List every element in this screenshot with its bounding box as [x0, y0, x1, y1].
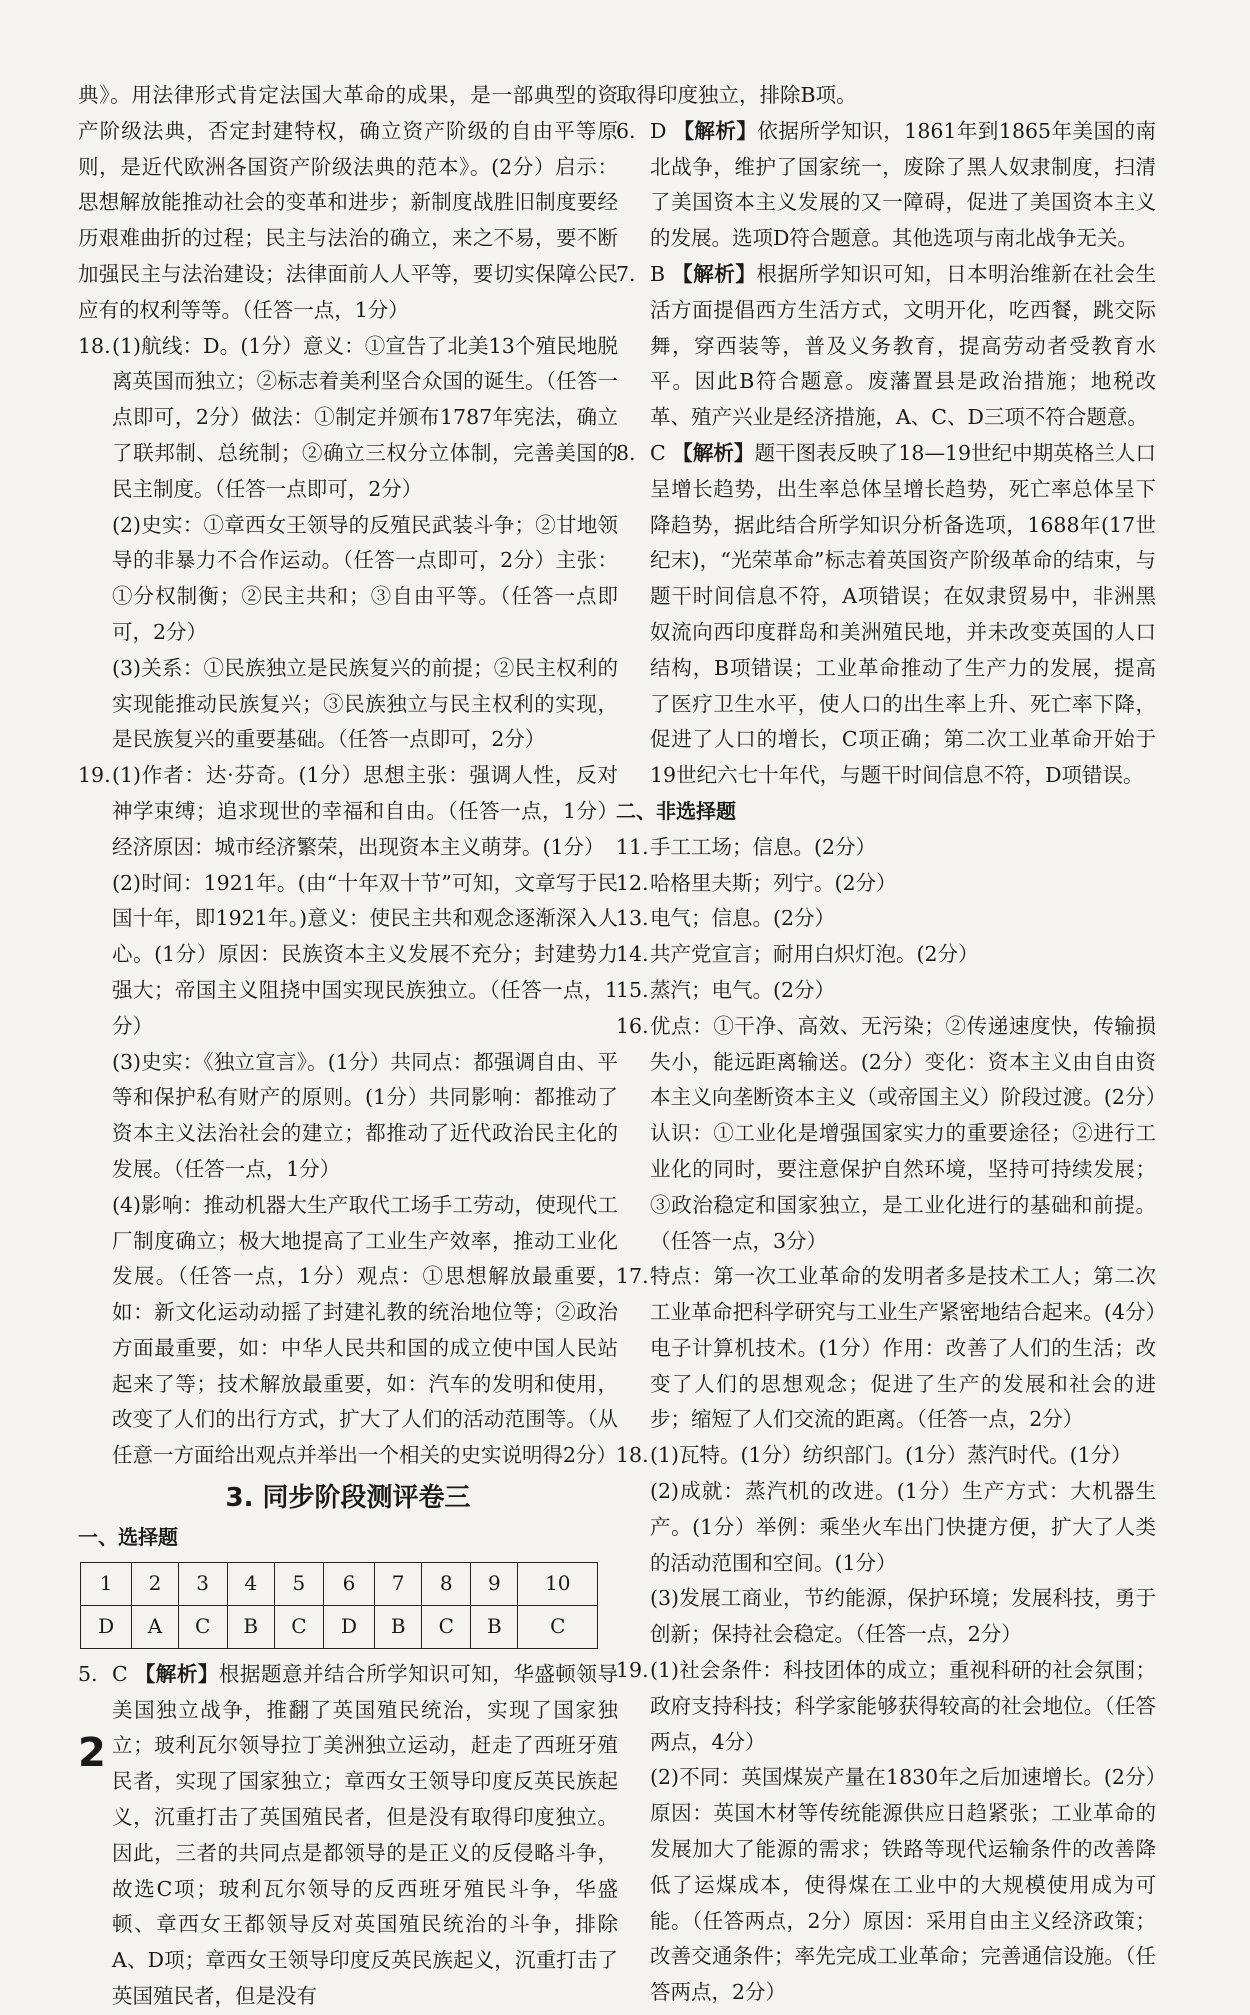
- answer-text: 哈格里夫斯；列宁。(2分）: [650, 870, 897, 895]
- question-number: 18.: [78, 333, 111, 358]
- nonchoice-heading: 二、非选择题: [616, 798, 736, 823]
- table-cell: C: [422, 1605, 471, 1648]
- question-13: [616, 901, 1156, 937]
- choice-heading: 一、选择题: [78, 1525, 178, 1550]
- question-number: 11.: [616, 834, 649, 859]
- table-cell: D: [81, 1605, 132, 1648]
- answer-table: [80, 1562, 598, 1649]
- question-12: [616, 866, 1156, 902]
- question-19: [78, 758, 618, 1474]
- table-cell: 9: [471, 1562, 518, 1605]
- analysis-tag: 【解析】: [672, 440, 755, 465]
- question-17: [616, 1259, 1156, 1438]
- table-cell: C: [274, 1605, 323, 1648]
- question-14: [616, 937, 1156, 973]
- question-6: [616, 114, 1156, 257]
- table-cell: A: [132, 1605, 178, 1648]
- question-number: 7.: [616, 261, 636, 286]
- question-number: 19.: [616, 1658, 649, 1683]
- table-cell: 5: [274, 1562, 323, 1605]
- answer-text: 手工工场；信息。(2分）: [650, 834, 877, 859]
- analysis-text: 根据题意并结合所学知识可知，华盛顿领导美国独立战争，推翻了英国殖民统治，实现了国家独立；玻利瓦尔领导拉丁美洲独立运动，赶走了西班牙殖民者，实现了国家独立；章西女王领导印度反英民族起义，沉重打击了英国殖民者，但是没有取得印度独立。因此，三者的共同点是都领导的是正义的反侵略斗争，故选C项；玻利瓦尔领导的反西班牙殖民斗争，华盛顿、章西女王都领导反对英国殖民统治的斗争，排除A、D项；章西女王领导印度反英民族起义，沉重打击了英国殖民者，但是没有: [112, 1661, 619, 2009]
- page-number: 2: [78, 1730, 106, 1776]
- right-column: [616, 78, 1156, 2011]
- table-cell: 1: [81, 1562, 132, 1605]
- table-cell: 6: [323, 1562, 374, 1605]
- table-cell: C: [178, 1605, 227, 1648]
- answer-part-2: (2)时间：1921年。(由“十年双十节”可知，文章写于民国十年，即1921年。)意义：使民主共和观念逐渐深入人心。(1分）原因：民族资本主义发展不充分；封建势力强大；帝国主义阻挠中国实现民族独立。（任答一点，1分）: [112, 870, 618, 1038]
- analysis-text: 题干图表反映了18—19世纪中期英格兰人口呈增长趋势，出生率总体呈增长趋势，死亡率总体呈下降趋势，据此结合所学知识分析备选项，1688年(17世纪末)，“光荣革命”标志着英国资产阶级革命的结束，与题干时间信息不符，A项错误；在奴隶贸易中，非洲黑奴流向西印度群岛和美洲殖民地，并未改变英国的人口结构，B项错误；工业革命推动了生产力的发展，提高了医疗卫生水平，使人口的出生率上升、死亡率下降，促进了人口的增长，C项正确；第二次工业革命开始于19世纪六七十年代，与题干时间信息不符，D项错误。: [650, 440, 1156, 788]
- question-number: 13.: [616, 906, 649, 931]
- question-number: 19.: [78, 763, 111, 788]
- answer-letter: B: [650, 261, 666, 286]
- table-cell: 4: [227, 1562, 274, 1605]
- question-19: [616, 1653, 1156, 2011]
- answer-part-3: (3)关系：①民族独立是民族复兴的前提；②民主权利的实现能推动民族复兴；③民族独立与民主权利的实现，是民族复兴的重要基础。（任答一点即可，2分）: [112, 655, 618, 752]
- analysis-tag: 【解析】: [672, 261, 757, 286]
- question-number: 8.: [616, 440, 636, 465]
- table-cell: 8: [422, 1562, 471, 1605]
- answer-table-answers-row: [81, 1605, 598, 1648]
- section-title: 3. 同步阶段测评卷三: [225, 1483, 471, 1514]
- answer-letter: C: [112, 1661, 128, 1686]
- answer-part-1: (1)作者：达·芬奇。(1分）思想主张：强调人性，反对神学束缚；追求现世的幸福和自由。（任答一点，1分）经济原因：城市经济繁荣，出现资本主义萌芽。(1分）: [112, 763, 618, 859]
- table-cell: B: [375, 1605, 422, 1648]
- q5-continued: 取得印度独立，排除B项。: [616, 83, 857, 107]
- answer-table-numbers-row: [81, 1562, 598, 1605]
- question-5: [78, 1657, 618, 2015]
- answer-part-3: (3)史实：《独立宣言》。(1分）共同点：都强调自由、平等和保护私有财产的原则。(1分）共同影响：都推动了资本主义法治社会的建立；都推动了近代政治民主化的发展。（任答一点，1分）: [112, 1049, 618, 1181]
- question-number: 16.: [616, 1013, 649, 1038]
- question-18: [78, 329, 618, 759]
- table-cell: B: [227, 1605, 274, 1648]
- answer-part-1: (1)社会条件：科技团体的成立；重视科研的社会氛围；政府支持科技；科学家能够获得较高的社会地位。（任答两点，4分）: [650, 1658, 1156, 1754]
- answer-letter: C: [650, 440, 666, 465]
- question-number: 12.: [616, 870, 649, 895]
- question-number: 6.: [616, 118, 636, 143]
- table-cell: C: [518, 1605, 598, 1648]
- table-cell: D: [323, 1605, 374, 1648]
- table-cell: 10: [518, 1562, 598, 1605]
- answer-part-2: (2)史实：①章西女王领导的反殖民武装斗争；②甘地领导的非暴力不合作运动。（任答一点即可，2分）主张：①分权制衡；②民主共和；③自由平等。（任答一点即可，2分）: [112, 512, 618, 644]
- table-cell: 2: [132, 1562, 178, 1605]
- answer-part-1: (1)航线：D。(1分）意义：①宣告了北美13个殖民地脱离英国而独立；②标志着美利坚合众国的诞生。（任答一点即可，2分）做法：①制定并颁布1787年宪法，确立了联邦制、总统制；②确立三权分立体制，完善美国的民主制度。（任答一点即可，2分）: [112, 333, 618, 501]
- answer-text: 优点：①干净、高效、无污染；②传递速度快，传输损失小，能远距离输送。(2分）变化：资本主义由自由资本主义向垄断资本主义（或帝国主义）阶段过渡。(2分）认识：①工业化是增强国家实力的重要途径；②进行工业化的同时，要注意保护自然环境，坚持可持续发展；③政治稳定和国家独立，是工业化进行的基础和前提。（任答一点，3分）: [650, 1013, 1156, 1253]
- answer-part-4: (4)影响：推动机器大生产取代工场手工劳动，使现代工厂制度确立；极大地提高了工业生产效率，推动工业化发展。（任答一点，1分）观点：①思想解放最重要，如：新文化运动动摇了封建礼教的统治地位等；②政治方面最重要，如：中华人民共和国的成立使中国人民站起来了等；技术解放最重要，如：汽车的发明和使用，改变了人们的出行方式，扩大了人们的活动范围等。（从任意一方面给出观点并举出一个相关的史实说明得2分）: [112, 1192, 618, 1468]
- answer-part-2: (2)成就：蒸汽机的改进。(1分）生产方式：大机器生产。(1分）举例：乘坐火车出门快捷方便，扩大了人类的活动范围和空间。(1分）: [650, 1479, 1156, 1575]
- answer-text: 特点：第一次工业革命的发明者多是技术工人；第二次工业革命把科学研究与工业生产紧密地结合起来。(4分）电子计算机技术。(1分）作用：改善了人们的生活；改变了人们的思想观念；促进了生产的发展和社会的进步；缩短了人们交流的距离。（任答一点，2分）: [650, 1264, 1156, 1432]
- question-16: [616, 1009, 1156, 1260]
- table-cell: B: [471, 1605, 518, 1648]
- analysis-tag: 【解析】: [134, 1661, 219, 1686]
- answer-text: 共产党宣言；耐用白炽灯泡。(2分）: [650, 942, 979, 967]
- question-15: [616, 973, 1156, 1009]
- analysis-text: 依据所学知识，1861年到1865年美国的南北战争，维护了国家统一，废除了黑人奴隶制度，扫清了美国资本主义发展的又一障碍，促进了美国资本主义的发展。选项D符合题意。其他选项与南北战争无关。: [650, 118, 1156, 251]
- question-number: 14.: [616, 942, 649, 967]
- table-cell: 3: [178, 1562, 227, 1605]
- question-18: [616, 1438, 1156, 1653]
- answer-part-3: (3)发展工商业，节约能源，保护环境；发展科技，勇于创新；保持社会稳定。（任答一点，2分）: [650, 1586, 1156, 1647]
- question-number: 5.: [78, 1661, 98, 1686]
- answer-part-1: (1)瓦特。(1分）纺织部门。(1分）蒸汽时代。(1分）: [650, 1443, 1132, 1468]
- answer-text: 蒸汽；电气。(2分）: [650, 977, 836, 1002]
- question-number: 17.: [616, 1264, 649, 1289]
- question-7: [616, 257, 1156, 436]
- question-8: [616, 436, 1156, 794]
- question-number: 18.: [616, 1443, 649, 1468]
- analysis-tag: 【解析】: [673, 118, 758, 143]
- table-cell: 7: [375, 1562, 422, 1605]
- left-column: [78, 78, 618, 2015]
- question-number: 15.: [616, 977, 649, 1002]
- question-11: [616, 830, 1156, 866]
- q17-continued: 典》。用法律形式肯定法国大革命的成果，是一部典型的资产阶级法典，否定封建特权，确立资产阶级的自由平等原则，是近代欧洲各国资产阶级法典的范本》。(2分）启示：思想解放能推动社会的变革和进步；新制度战胜旧制度要经历艰难曲折的过程；民主与法治的确立，来之不易，要不断加强民主与法治建设；法律面前人人平等，要切实保障公民应有的权利等等。（任答一点，1分）: [78, 83, 618, 322]
- analysis-text: 根据所学知识可知，日本明治维新在社会生活方面提倡西方生活方式，文明开化，吃西餐，跳交际舞，穿西装等，普及义务教育，提高劳动者受教育水平。因此B符合题意。废藩置县是政治措施；地税改革、殖产兴业是经济措施，A、C、D三项不符合题意。: [650, 261, 1156, 430]
- answer-text: 电气；信息。(2分）: [650, 906, 836, 931]
- answer-part-2: (2)不同：英国煤炭产量在1830年之后加速增长。(2分）原因：英国木材等传统能源供应日趋紧张；工业革命的发展加大了能源的需求；铁路等现代运输条件的改善降低了运煤成本，使得煤在工业中的大规模使用成为可能。（任答两点，2分）原因：采用自由主义经济政策；改善交通条件；率先完成工业革命；完善通信设施。（任答两点，2分）: [650, 1765, 1156, 2005]
- answer-letter: D: [650, 118, 667, 143]
